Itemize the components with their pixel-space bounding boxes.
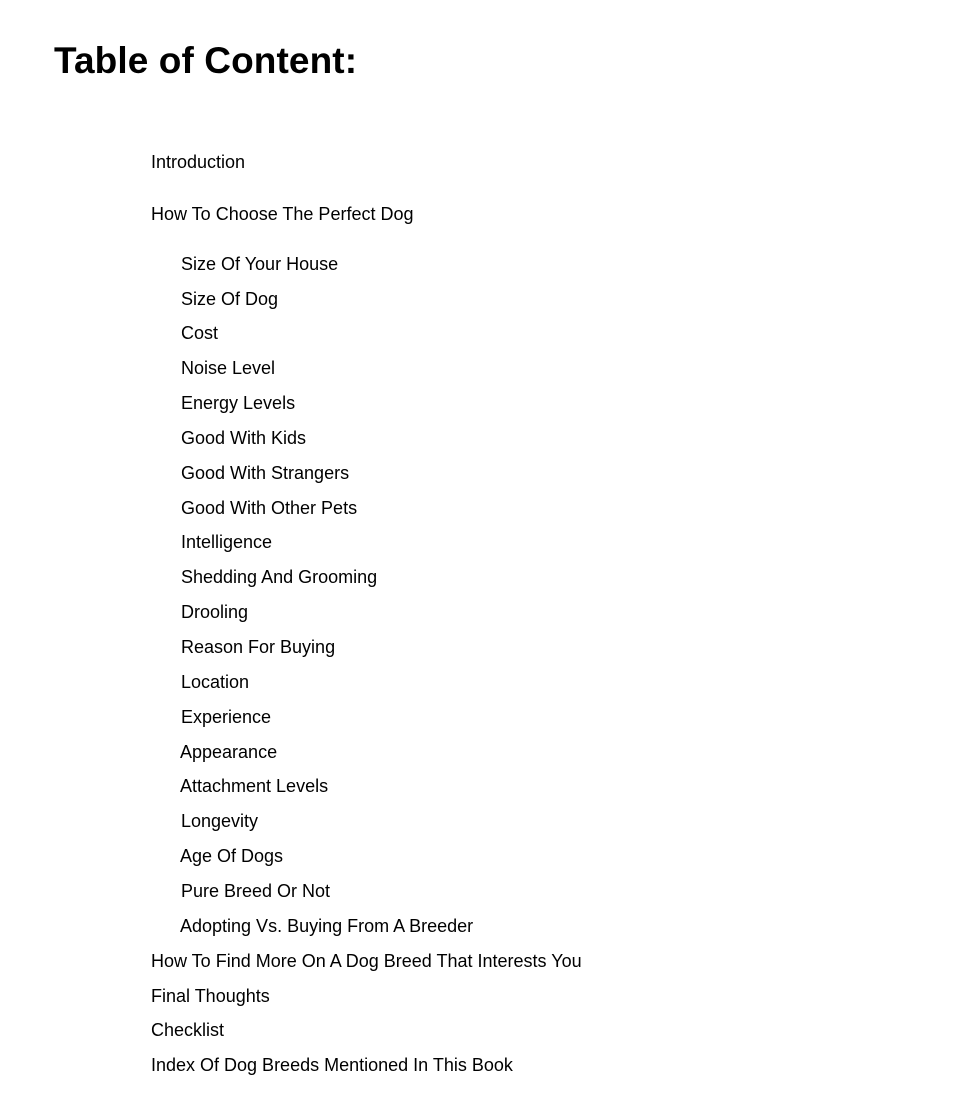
- toc-entry-index-of-breeds[interactable]: Index Of Dog Breeds Mentioned In This Book: [151, 1055, 513, 1075]
- toc-entry-how-to-choose[interactable]: How To Choose The Perfect Dog: [151, 204, 414, 224]
- toc-entry-experience[interactable]: Experience: [181, 707, 272, 727]
- toc-entry-good-with-other-pets[interactable]: Good With Other Pets: [181, 498, 358, 518]
- toc-entry-location[interactable]: Location: [181, 672, 250, 692]
- toc-entry-cost[interactable]: Cost: [181, 323, 219, 343]
- toc-entry-age-of-dogs[interactable]: Age Of Dogs: [180, 846, 284, 866]
- toc-entry-longevity[interactable]: Longevity: [181, 811, 259, 831]
- toc-entry-size-of-house[interactable]: Size Of Your House: [181, 254, 339, 274]
- toc-entry-size-of-dog[interactable]: Size Of Dog: [181, 289, 279, 309]
- toc-entry-appearance[interactable]: Appearance: [180, 742, 278, 762]
- toc-entry-attachment-levels[interactable]: Attachment Levels: [180, 776, 329, 796]
- toc-entry-final-thoughts[interactable]: Final Thoughts: [151, 986, 270, 1006]
- toc-entry-adopting-vs-buying[interactable]: Adopting Vs. Buying From A Breeder: [180, 916, 474, 936]
- page-title: Table of Content:: [54, 40, 358, 81]
- toc-entry-intelligence[interactable]: Intelligence: [181, 532, 273, 552]
- toc-entry-drooling[interactable]: Drooling: [181, 602, 249, 622]
- toc-entry-good-with-kids[interactable]: Good With Kids: [181, 428, 307, 448]
- toc-entry-shedding-and-grooming[interactable]: Shedding And Grooming: [181, 567, 378, 587]
- toc-entry-reason-for-buying[interactable]: Reason For Buying: [181, 637, 336, 657]
- toc-entry-good-with-strangers[interactable]: Good With Strangers: [181, 463, 350, 483]
- toc-entry-find-more-on-breed[interactable]: How To Find More On A Dog Breed That Interests You: [151, 951, 582, 971]
- toc-entry-pure-breed-or-not[interactable]: Pure Breed Or Not: [181, 881, 331, 901]
- toc-entry-noise-level[interactable]: Noise Level: [181, 358, 276, 378]
- toc-entry-checklist[interactable]: Checklist: [151, 1020, 225, 1040]
- toc-entry-introduction[interactable]: Introduction: [151, 152, 246, 172]
- toc-entry-energy-levels[interactable]: Energy Levels: [181, 393, 296, 413]
